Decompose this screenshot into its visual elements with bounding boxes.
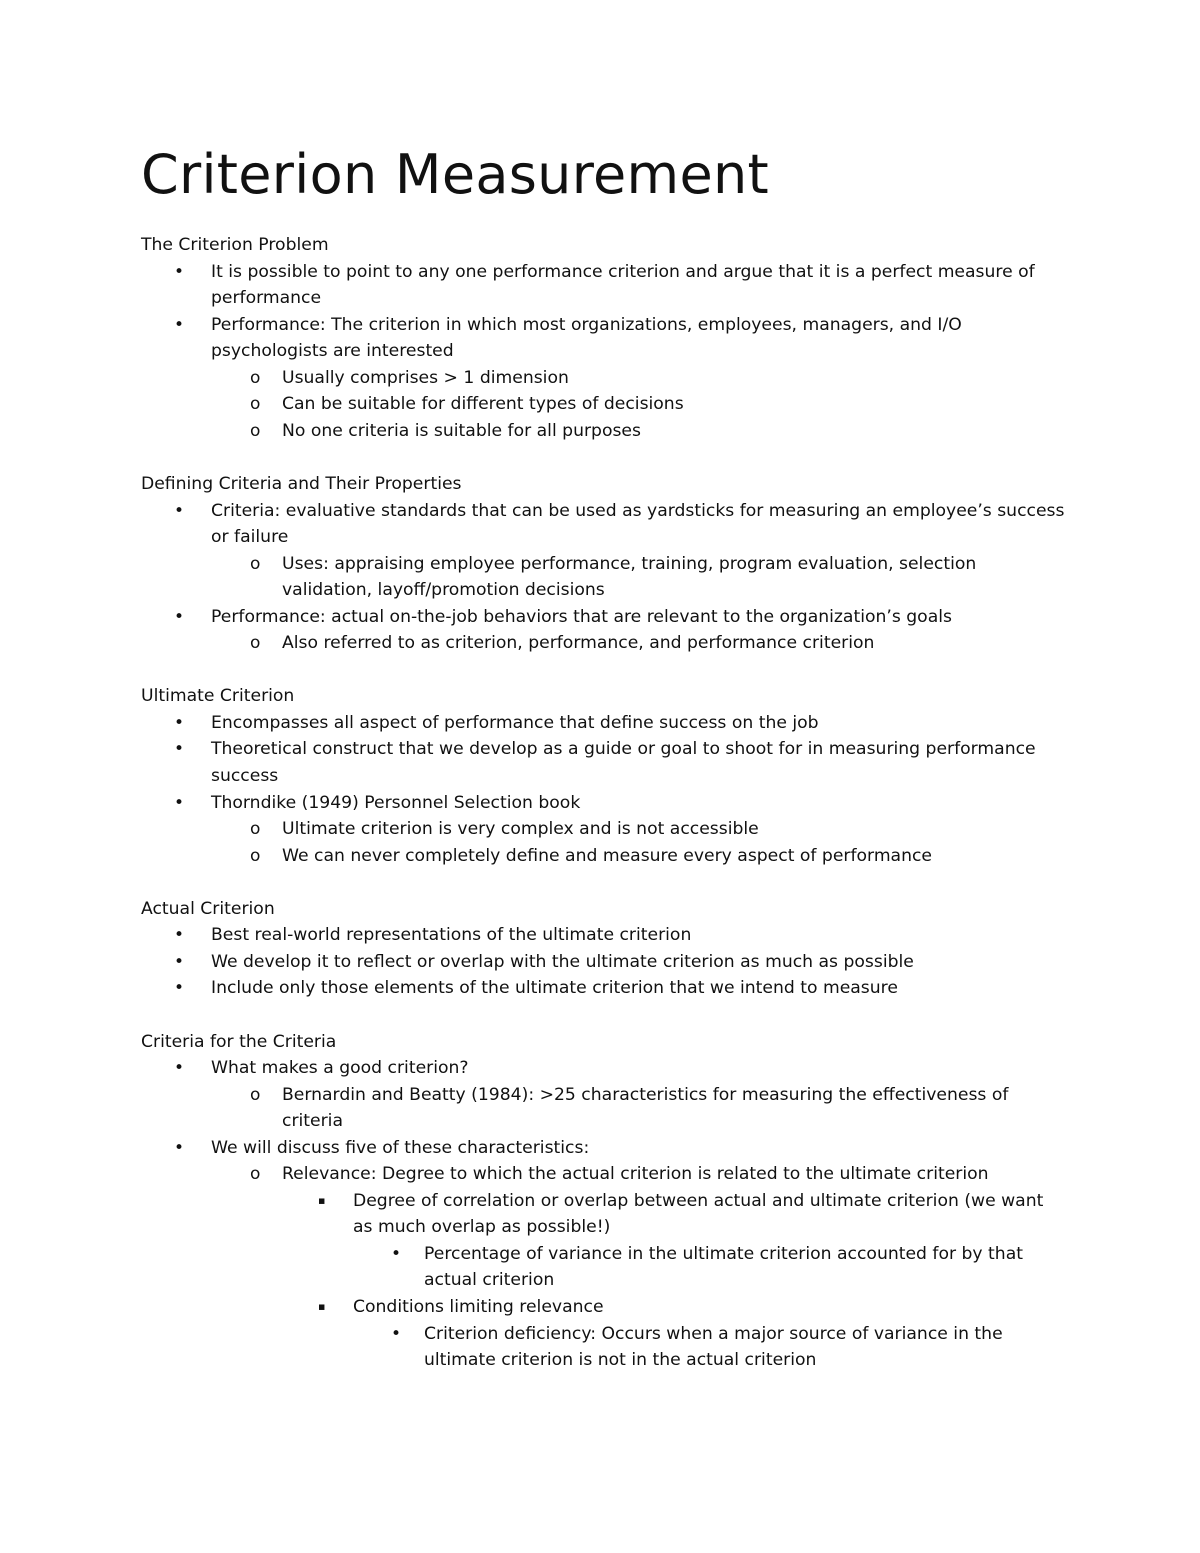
bullet-marker: •	[174, 925, 185, 945]
list-item-text: Performance: actual on-the-job behaviors that are relevant to the organization’s goals	[211, 607, 952, 627]
list-item-text: Relevance: Degree to which the actual criterion is related to the ultimate criterion	[282, 1164, 989, 1184]
list-item-text: Also referred to as criterion, performance, and performance criterion	[282, 633, 875, 653]
bullet-marker: •	[391, 1244, 402, 1264]
section-heading: Defining Criteria and Their Properties	[141, 474, 462, 494]
list-item-text: Degree of correlation or overlap between actual and ultimate criterion (we want	[353, 1191, 1044, 1211]
list-item-text: Encompasses all aspect of performance that define success on the job	[211, 713, 819, 733]
list-item-text: criteria	[282, 1111, 343, 1131]
bullet-marker: o	[250, 554, 261, 574]
bullet-marker: ▪	[318, 1300, 326, 1313]
list-item-text: Ultimate criterion is very complex and is not accessible	[282, 819, 759, 839]
bullet-marker: •	[174, 1138, 185, 1158]
bullet-marker: o	[250, 819, 261, 839]
list-item-text: What makes a good criterion?	[211, 1058, 469, 1078]
bullet-marker: •	[174, 607, 185, 627]
list-item-text: Theoretical construct that we develop as a guide or goal to shoot for in measuring performance	[211, 739, 1036, 759]
list-item-text: actual criterion	[424, 1270, 555, 1290]
bullet-marker: o	[250, 1164, 261, 1184]
list-item-text: Bernardin and Beatty (1984): >25 characteristics for measuring the effectiveness of	[282, 1085, 1009, 1105]
bullet-marker: •	[174, 1058, 185, 1078]
list-item-text: Performance: The criterion in which most organizations, employees, managers, and I/O	[211, 315, 962, 335]
list-item-text: Percentage of variance in the ultimate criterion accounted for by that	[424, 1244, 1023, 1264]
bullet-marker: •	[174, 713, 185, 733]
bullet-marker: o	[250, 394, 261, 414]
bullet-marker: o	[250, 846, 261, 866]
bullet-marker: o	[250, 368, 261, 388]
bullet-marker: •	[174, 952, 185, 972]
section-heading: Ultimate Criterion	[141, 686, 295, 706]
list-item-text: Criteria: evaluative standards that can be used as yardsticks for measuring an employee’s success	[211, 501, 1065, 521]
list-item-text: Best real-world representations of the ultimate criterion	[211, 925, 692, 945]
list-item-text: Include only those elements of the ultimate criterion that we intend to measure	[211, 978, 898, 998]
bullet-marker: •	[174, 739, 185, 759]
list-item-text: Usually comprises > 1 dimension	[282, 368, 569, 388]
section-heading: Actual Criterion	[141, 899, 275, 919]
list-item-text: validation, layoff/promotion decisions	[282, 580, 605, 600]
list-item-text: as much overlap as possible!)	[353, 1217, 611, 1237]
list-item-text: Criterion deficiency: Occurs when a major source of variance in the	[424, 1324, 1003, 1344]
document-title: Criterion Measurement	[141, 143, 769, 206]
list-item-text: or failure	[211, 527, 289, 547]
list-item-text: psychologists are interested	[211, 341, 454, 361]
bullet-marker: •	[391, 1324, 402, 1344]
bullet-marker: •	[174, 978, 185, 998]
section-heading: Criteria for the Criteria	[141, 1032, 337, 1052]
list-item-text: success	[211, 766, 279, 786]
list-item-text: Thorndike (1949) Personnel Selection book	[211, 793, 581, 813]
list-item-text: Can be suitable for different types of decisions	[282, 394, 684, 414]
list-item-text: ultimate criterion is not in the actual criterion	[424, 1350, 817, 1370]
bullet-marker: o	[250, 633, 261, 653]
bullet-marker: •	[174, 501, 185, 521]
list-item-text: We can never completely define and measure every aspect of performance	[282, 846, 933, 866]
bullet-marker: o	[250, 421, 261, 441]
list-item-text: We will discuss five of these characteristics:	[211, 1138, 590, 1158]
list-item-text: We develop it to reflect or overlap with the ultimate criterion as much as possible	[211, 952, 914, 972]
bullet-marker: •	[174, 793, 185, 813]
list-item-text: Conditions limiting relevance	[353, 1297, 604, 1317]
list-item-text: It is possible to point to any one performance criterion and argue that it is a perfect measure of	[211, 262, 1035, 282]
list-item-text: Uses: appraising employee performance, training, program evaluation, selection	[282, 554, 977, 574]
section-heading: The Criterion Problem	[141, 235, 329, 255]
list-item-text: performance	[211, 288, 322, 308]
bullet-marker: o	[250, 1085, 261, 1105]
list-item-text: No one criteria is suitable for all purposes	[282, 421, 641, 441]
bullet-marker: •	[174, 315, 185, 335]
bullet-marker: •	[174, 262, 185, 282]
bullet-marker: ▪	[318, 1194, 326, 1207]
